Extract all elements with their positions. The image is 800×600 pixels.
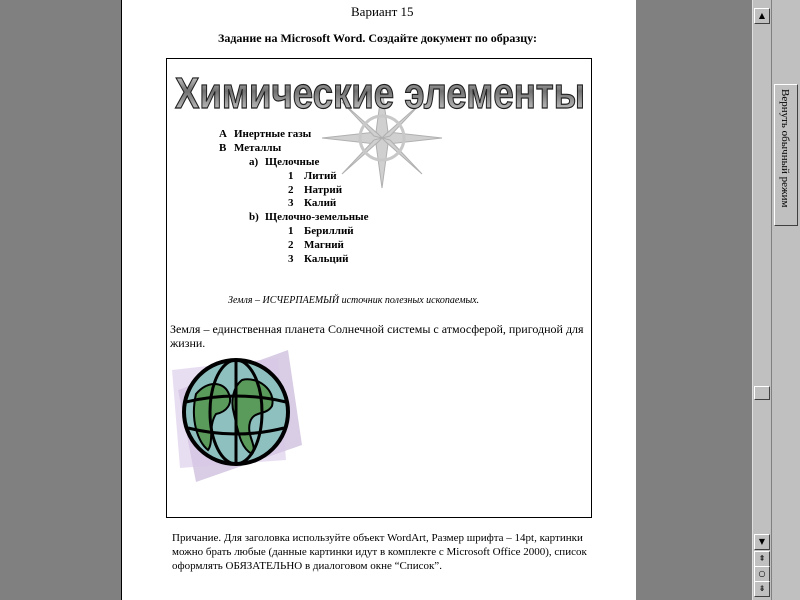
next-page-button[interactable]: ⇟: [754, 581, 770, 597]
return-normal-mode-label: Вернуть обычный режим: [779, 89, 791, 208]
scroll-thumb[interactable]: [754, 386, 770, 400]
variant-label: Вариант 15: [351, 4, 414, 19]
list-item: Магний: [304, 239, 344, 251]
list-marker: 3: [288, 197, 294, 209]
list-marker: 1: [288, 170, 294, 182]
task-heading: Задание на Microsoft Word. Создайте документ по образцу:: [218, 31, 537, 45]
italic-sentence: Земля – ИСЧЕРПАЕМЫЙ источник полезных ископаемых.: [228, 295, 480, 306]
list-marker: A: [219, 128, 227, 140]
list-item: Кальций: [304, 253, 349, 265]
select-browse-object-button[interactable]: ○: [754, 566, 770, 582]
note-paragraph: Причание. Для заголовка используйте объект WordArt, Размер шрифта – 14pt, картинки можно брать любые (данные картинки идут в комплекте с Microsoft Office 2000), список оформлять ОБЯЗАТЕЛЬНО в диалоговом окне “Список”.: [172, 532, 587, 572]
list-marker: b): [249, 211, 259, 223]
list-marker: a): [249, 156, 259, 168]
scroll-down-button[interactable]: ▼: [754, 534, 770, 550]
left-gutter: [0, 0, 120, 600]
wordart-text: Химические элементы: [175, 69, 585, 118]
body-paragraph: Земля – единственная планета Солнечной системы с атмосферой, пригодной для жизни.: [170, 322, 584, 350]
scroll-up-button[interactable]: ▲: [754, 8, 770, 24]
list-marker: B: [219, 142, 227, 154]
list-item: Щелочно-земельные: [265, 211, 369, 223]
list-item: Литий: [304, 170, 337, 182]
right-gutter: [636, 0, 751, 600]
vertical-scrollbar[interactable]: [752, 0, 771, 600]
list-marker: 2: [288, 239, 294, 251]
list-marker: 2: [288, 184, 294, 196]
list-item: Натрий: [304, 184, 343, 196]
list-item: Щелочные: [265, 156, 320, 168]
document-page[interactable]: [121, 0, 637, 600]
return-normal-mode-button[interactable]: [774, 84, 798, 226]
list-item: Инертные газы: [234, 128, 312, 140]
list-marker: 1: [288, 225, 294, 237]
list-item: Металлы: [234, 142, 282, 154]
globe-clipart: [168, 350, 302, 482]
wordart-title: [170, 66, 590, 118]
list-item: Калий: [304, 197, 337, 209]
previous-page-button[interactable]: ⇞: [754, 551, 770, 567]
list-marker: 3: [288, 253, 294, 265]
list-item: Бериллий: [304, 225, 354, 237]
